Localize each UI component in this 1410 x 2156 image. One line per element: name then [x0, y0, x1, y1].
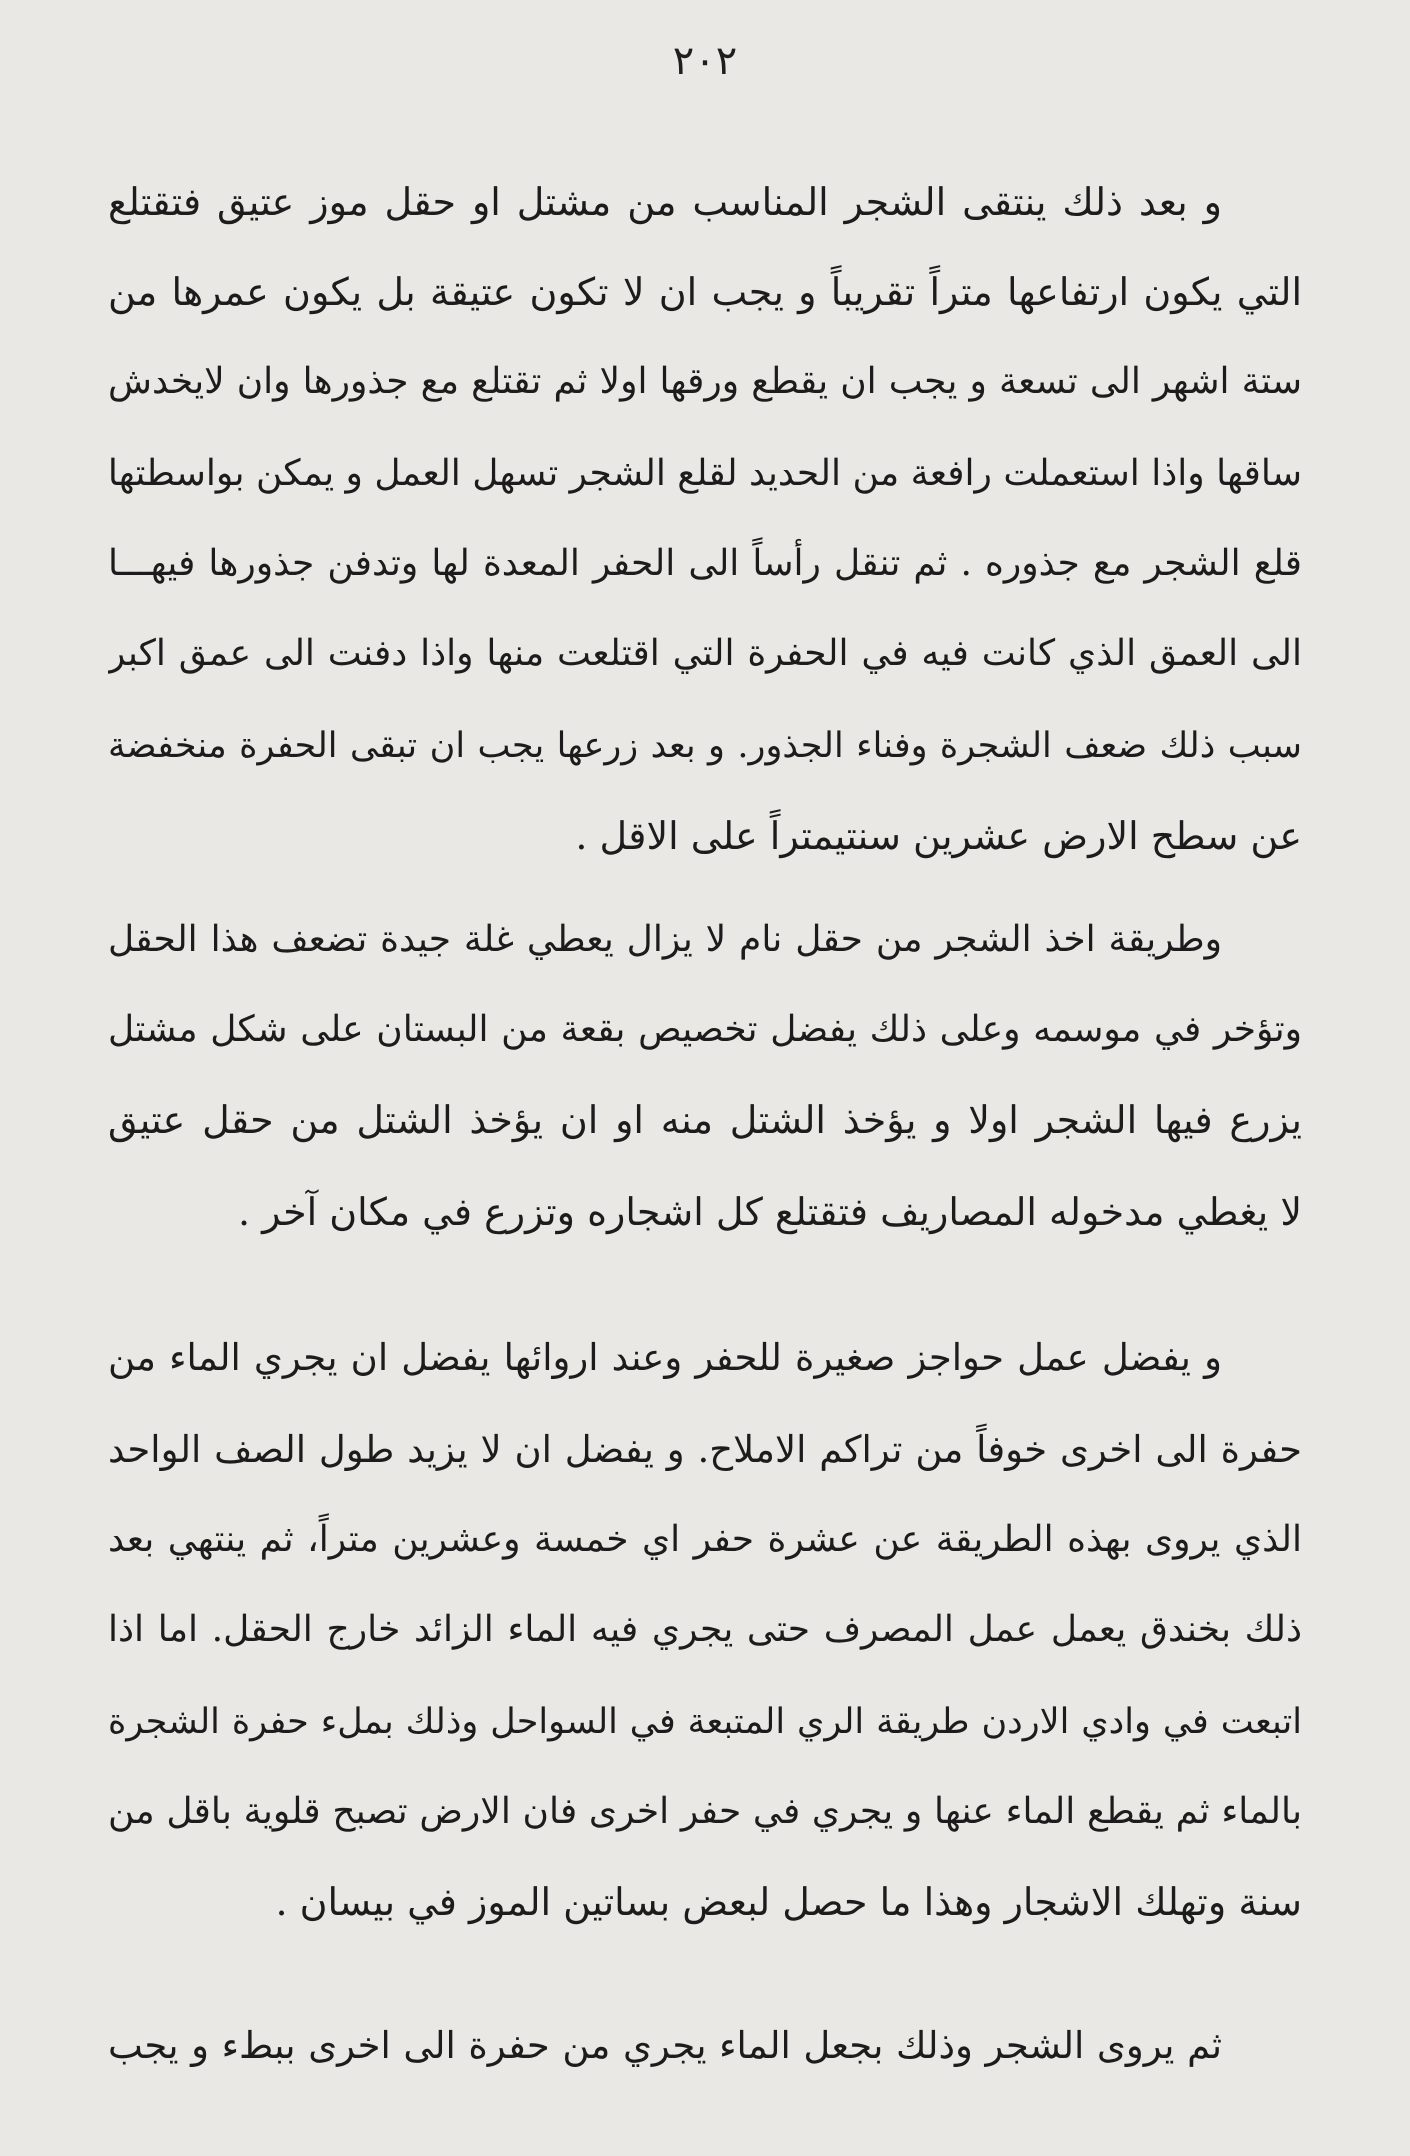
text-line: التي يكون ارتفاعها متراً تقريباً و يجب ان لا تكون عتيقة بل يكون عمرها من	[108, 270, 1302, 314]
text-line: وطريقة اخذ الشجر من حقل نام لا يزال يعطي غلة جيدة تضعف هذا الحقل	[108, 919, 1222, 960]
text-line: ستة اشهر الى تسعة و يجب ان يقطع ورقها اولا ثم تقتلع مع جذورها وان لايخدش	[108, 361, 1302, 402]
text-line: يزرع فيها الشجر اولا و يؤخذ الشتل منه او ان يؤخذ الشتل من حقل عتيق	[108, 1098, 1302, 1142]
text-line: الى العمق الذي كانت فيه في الحفرة التي اقتلعت منها واذا دفنت الى عمق اكبر	[108, 633, 1302, 674]
text-line: الذي يروى بهذه الطريقة عن عشرة حفر اي خمسة وعشرين متراً، ثم ينتهي بعد	[108, 1519, 1302, 1560]
text-line: قلع الشجر مع جذوره . ثم تنقل رأساً الى الحفر المعدة لها وتدفن جذورها فيهـــا	[108, 543, 1302, 584]
text-line: حفرة الى اخرى خوفاً من تراكم الاملاح. و يفضل ان لا يزيد طول الصف الواحد	[108, 1428, 1302, 1471]
text-line: سنة وتهلك الاشجار وهذا ما حصل لبعض بساتين الموز في بيسان .	[275, 1880, 1302, 1924]
text-line: بالماء ثم يقطع الماء عنها و يجري في حفر اخرى فان الارض تصبح قلوية باقل من	[108, 1791, 1302, 1832]
page-number: ٢٠٢	[672, 38, 738, 84]
text-line: عن سطح الارض عشرين سنتيمتراً على الاقل .	[575, 814, 1302, 858]
text-line: ذلك بخندق يعمل عمل المصرف حتى يجري فيه الماء الزائد خارج الحقل. اما اذا	[108, 1609, 1302, 1650]
text-line: وتؤخر في موسمه وعلى ذلك يفضل تخصيص بقعة من البستان على شكل مشتل	[108, 1009, 1302, 1050]
text-line: و يفضل عمل حواجز صغيرة للحفر وعند اروائها يفضل ان يجري الماء من	[108, 1336, 1222, 1379]
text-line: اتبعت في وادي الاردن طريقة الري المتبعة في السواحل وذلك بملء حفرة الشجرة	[108, 1702, 1302, 1742]
text-line: ساقها واذا استعملت رافعة من الحديد لقلع الشجر تسهل العمل و يمكن بواسطتها	[108, 453, 1302, 494]
text-line: لا يغطي مدخوله المصاريف فتقتلع كل اشجاره وتزرع في مكان آخر .	[238, 1190, 1302, 1234]
text-line: ثم يروى الشجر وذلك بجعل الماء يجري من حفرة الى اخرى ببطء و يجب	[108, 2024, 1222, 2067]
text-line: و بعد ذلك ينتقى الشجر المناسب من مشتل او حقل موز عتيق فتقتلع	[108, 180, 1222, 224]
text-line: سبب ذلك ضعف الشجرة وفناء الجذور. و بعد زرعها يجب ان تبقى الحفرة منخفضة	[108, 726, 1302, 766]
